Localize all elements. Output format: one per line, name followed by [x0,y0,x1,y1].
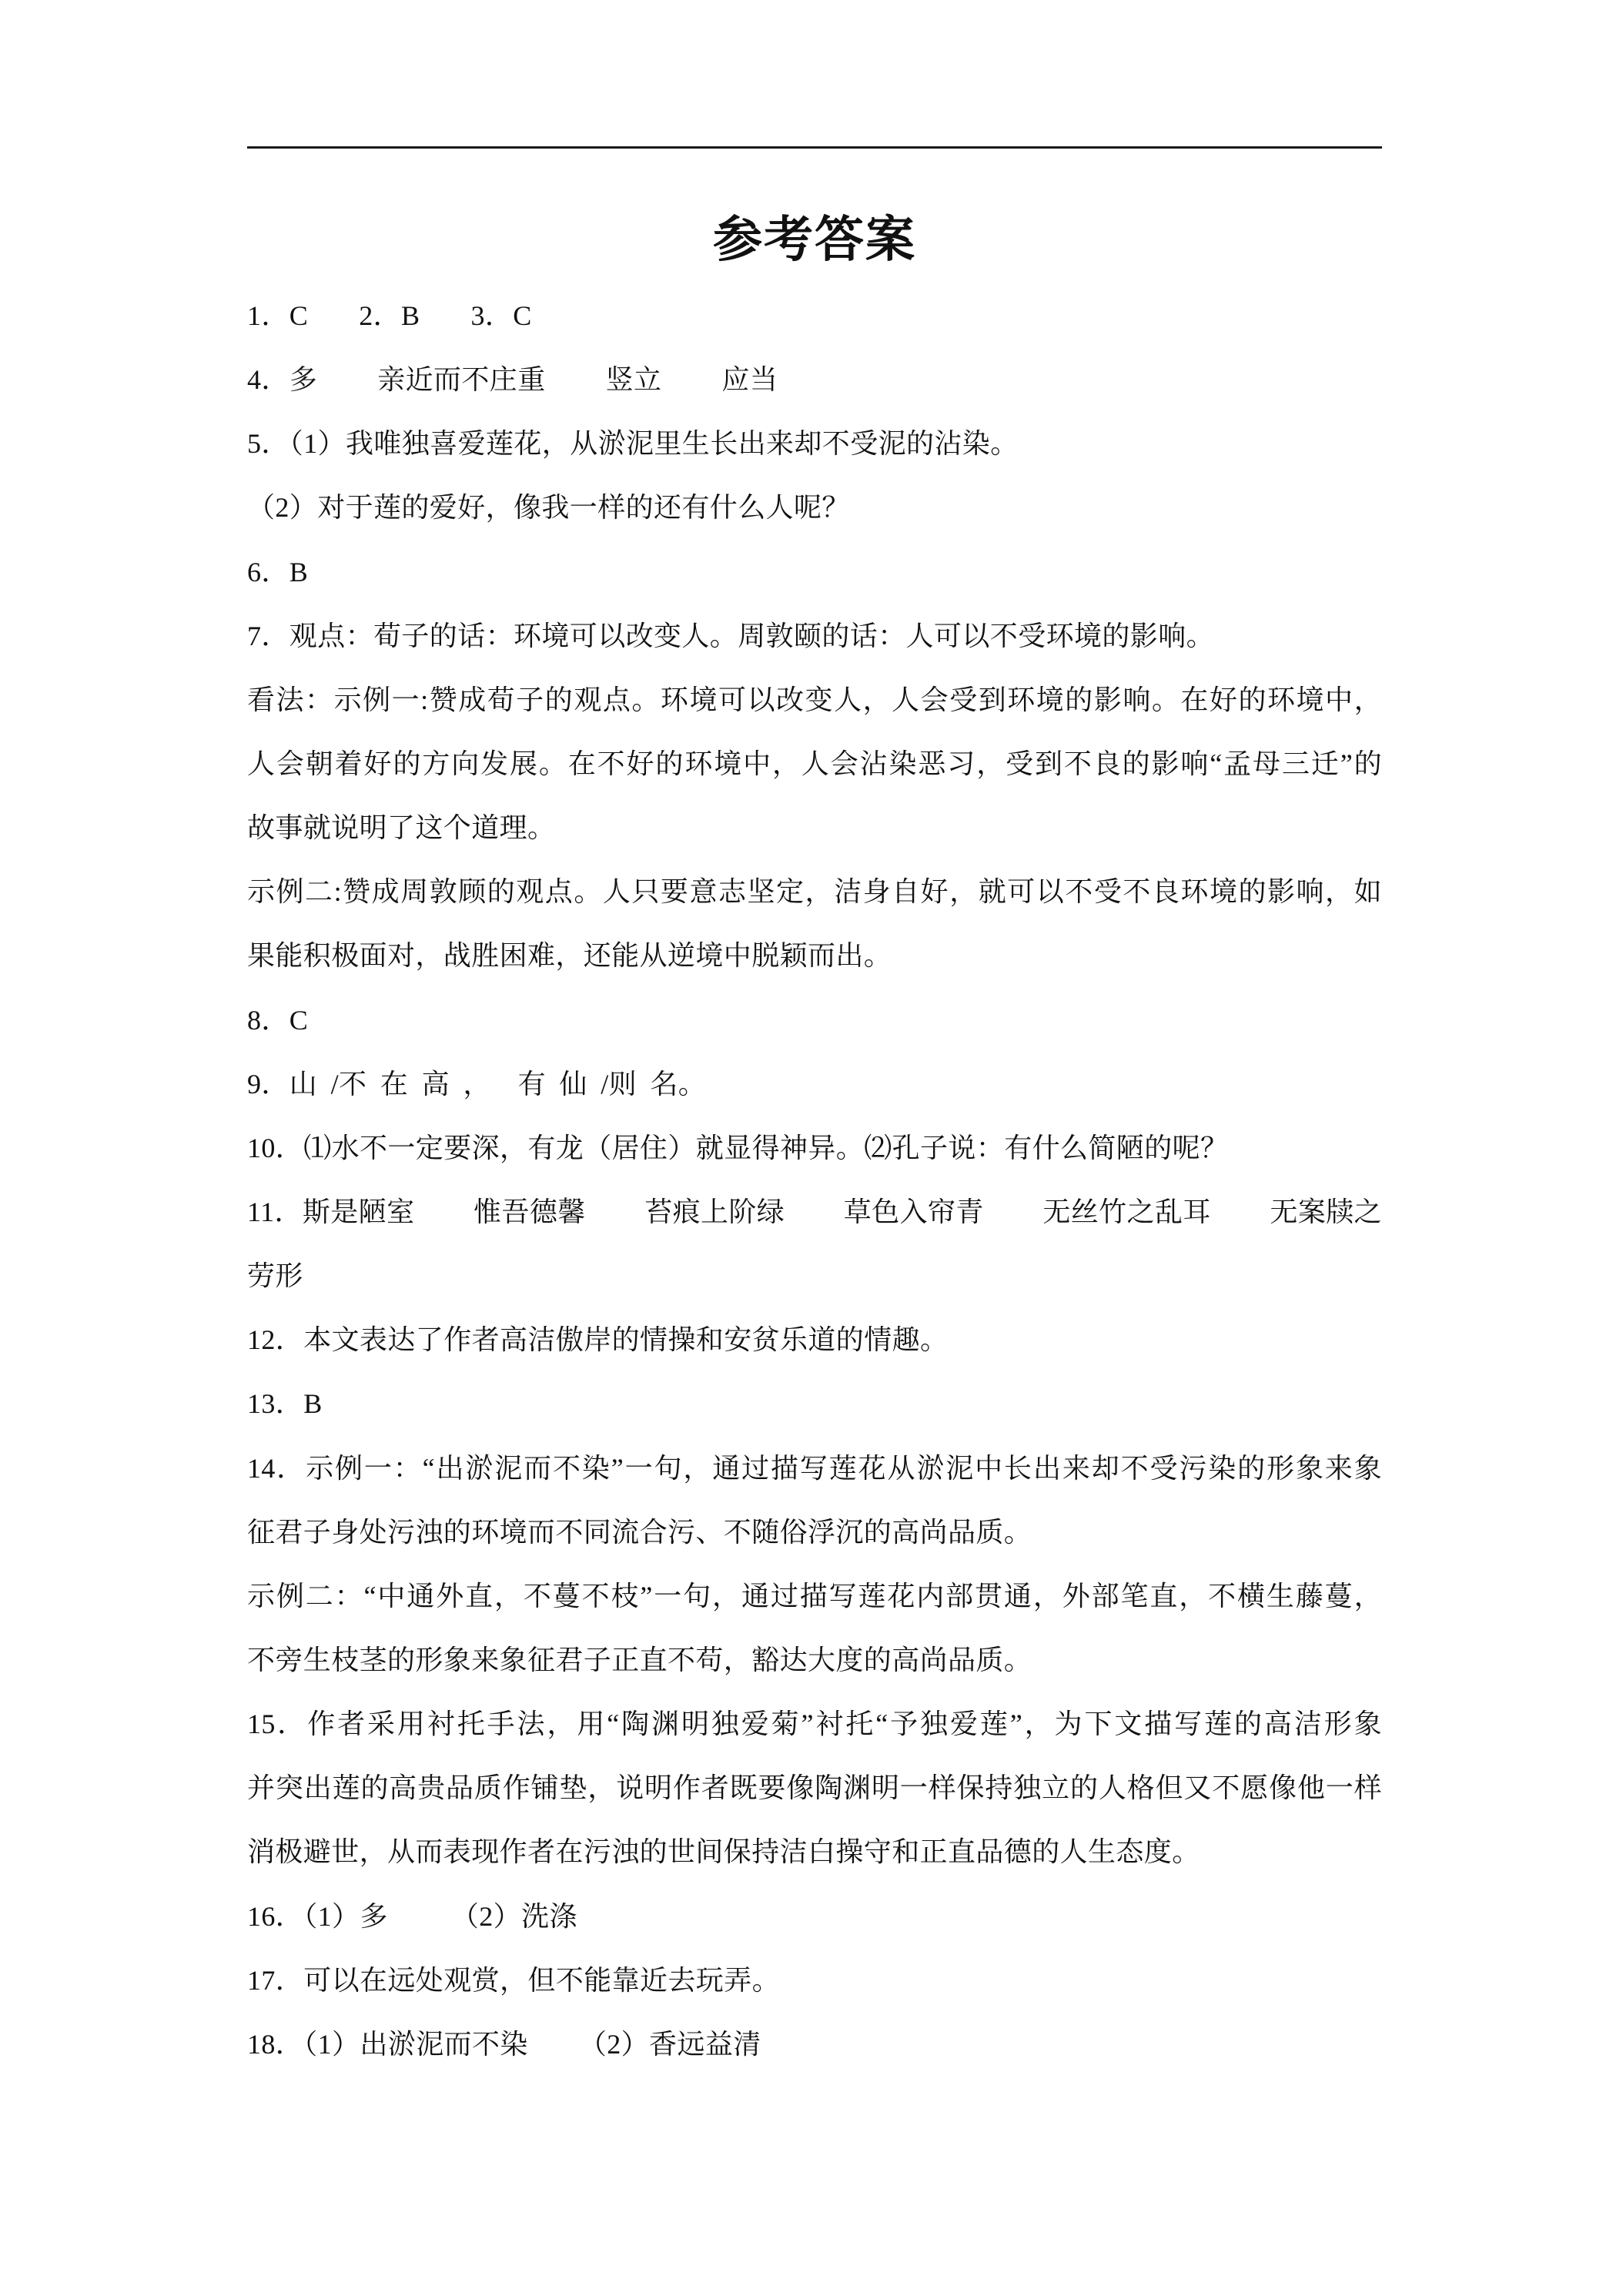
answer-item: 4．多 [247,364,318,396]
answer-q6: 6．B [247,556,309,587]
answer-item: （2）香远益清 [578,2028,761,2060]
answer-item: 竖立 [605,364,662,396]
answer-q14-example2-line1: 示例二：“中通外直，不蔓不枝”一句，通过描写莲花内部贯通，外部笔直，不横生藤蔓， [247,1580,1382,1612]
answer-q13: 13．B [247,1388,323,1420]
answer-q5-part1: 5．（1）我唯独喜爱莲花，从淤泥里生长出来却不受泥的沾染。 [247,428,1019,460]
answer-q10: 10．⑴水不一定要深，有龙（居住）就显得神异。⑵孔子说：有什么简陋的呢？ [247,1132,1229,1163]
answer-q4 [247,348,1382,412]
answer-item: 无丝竹之乱耳 [1042,1196,1211,1227]
answer-q12: 12．本文表达了作者高洁傲岸的情操和安贫乐道的情趣。 [247,1324,949,1356]
answer-q16 [247,1885,1382,1949]
answer-item: 苔痕上阶绿 [644,1196,785,1227]
answer-item: 草色入帘青 [843,1196,984,1227]
answer-item: 11．斯是陋室 [247,1196,415,1227]
answer-q5-part2: （2）对于莲的爱好，像我一样的还有什么人呢？ [247,492,850,524]
answer-q7-opinion-line2: 人会朝着好的方向发展。在不好的环境中，人会沾染恶习，受到不良的影响“孟母三迁”的 [247,748,1382,779]
answer-q15-line2: 并突出莲的高贵品质作铺垫，说明作者既要像陶渊明一样保持独立的人格但又不愿像他一样 [247,1772,1382,1804]
answer-q11-line2: 劳形 [247,1260,303,1292]
answer-q7-opinion-line3: 故事就说明了这个道理。 [247,812,556,844]
answer-q11-line1 [247,1180,1382,1244]
answer-item: 3．C [470,300,532,331]
answer-item: 1．C [247,300,309,331]
answer-item: 16．（1）多 [247,1900,388,1932]
answer-q7-example2-line2: 果能积极面对，战胜困难，还能从逆境中脱颖而出。 [247,940,892,972]
answer-q8: 8．C [247,1004,309,1036]
answer-item: （2）洗涤 [450,1900,577,1932]
answer-list [247,284,1382,2077]
answer-item: 亲近而不庄重 [377,364,546,396]
answer-q18 [247,2013,1382,2077]
answer-item: 2．B [359,300,420,331]
answer-item: 惟吾德馨 [474,1196,586,1227]
answer-q14-example1-line2: 征君子身处污浊的环境而不同流合污、不随俗浮沉的高尚品质。 [247,1516,1032,1548]
answer-item: 应当 [721,364,778,396]
answer-q14-example2-line2: 不旁生枝茎的形象来象征君子正直不苟，豁达大度的高尚品质。 [247,1644,1032,1675]
answer-q14-example1-line1: 14．示例一：“出淤泥而不染”一句，通过描写莲花从淤泥中长出来却不受污染的形象来象 [247,1452,1382,1484]
answer-item: 18．（1）出淤泥而不染 [247,2028,528,2060]
header-rule [247,146,1382,149]
answer-q9: 9．山 /不 在 高 ， 有 仙 /则 名。 [247,1068,707,1099]
answers-q1-q3 [247,284,1382,348]
answer-item: 无案牍之 [1270,1196,1382,1227]
answer-q7-viewpoint: 7．观点：荀子的话：环境可以改变人。周敦颐的话：人可以不受环境的影响。 [247,620,1215,651]
answer-q7-example2-line1: 示例二:赞成周敦顾的观点。人只要意志坚定，洁身自好，就可以不受不良环境的影响，如 [247,876,1382,908]
page-title: 参考答案 [713,213,916,267]
answer-q15-line3: 消极避世，从而表现作者在污浊的世间保持洁白操守和正直品德的人生态度。 [247,1836,1200,1868]
answer-q7-opinion-line1: 看法：示例一:赞成荀子的观点。环境可以改变人，人会受到环境的影响。在好的环境中， [247,684,1382,715]
answer-q15-line1: 15．作者采用衬托手法，用“陶渊明独爱菊”衬托“予独爱莲”，为下文描写莲的高洁形象 [247,1709,1382,1740]
answer-q17: 17．可以在远处观赏，但不能靠近去玩弄。 [247,1964,781,1996]
